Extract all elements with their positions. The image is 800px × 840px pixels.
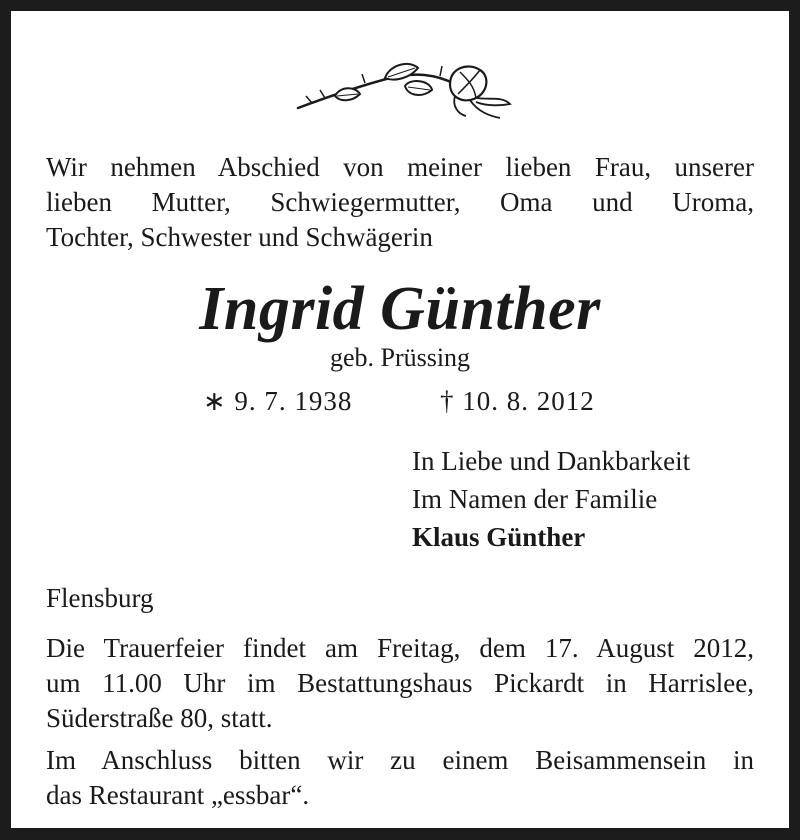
place-name: Flensburg <box>46 583 154 613</box>
funeral-line: Süderstraße 80, statt. <box>46 703 273 733</box>
rose-branch-icon <box>290 56 520 126</box>
intro-line: Wir nehmen Abschied von meiner lieben Frau, unserer <box>46 152 754 182</box>
intro-line: Tochter, Schwester und Schwägerin <box>46 222 433 252</box>
signature-block <box>412 442 690 556</box>
signature-line: Im Namen der Familie <box>412 484 658 514</box>
birth-date: ∗ 9. 7. 1938 <box>203 386 353 416</box>
death-date: † 10. 8. 2012 <box>440 386 595 416</box>
funeral-info <box>46 631 754 736</box>
intro-text <box>46 150 754 255</box>
signer-name: Klaus Günther <box>412 522 586 552</box>
funeral-line: um 11.00 Uhr im Bestattungshaus Pickardt in Harrislee, <box>46 668 754 698</box>
gathering-info <box>46 743 754 813</box>
funeral-line: Die Trauerfeier findet am Freitag, dem 17. August 2012, <box>46 633 754 663</box>
signature-line: In Liebe und Dankbarkeit <box>412 446 691 476</box>
intro-line: lieben Mutter, Schwiegermutter, Oma und Uroma, <box>46 187 754 217</box>
gathering-line: das Restaurant „essbar“. <box>46 780 310 810</box>
gathering-line: Im Anschluss bitten wir zu einem Beisammensein in <box>46 745 754 775</box>
deceased-name: Ingrid Günther <box>199 275 601 343</box>
maiden-name: geb. Prüssing <box>329 343 471 372</box>
